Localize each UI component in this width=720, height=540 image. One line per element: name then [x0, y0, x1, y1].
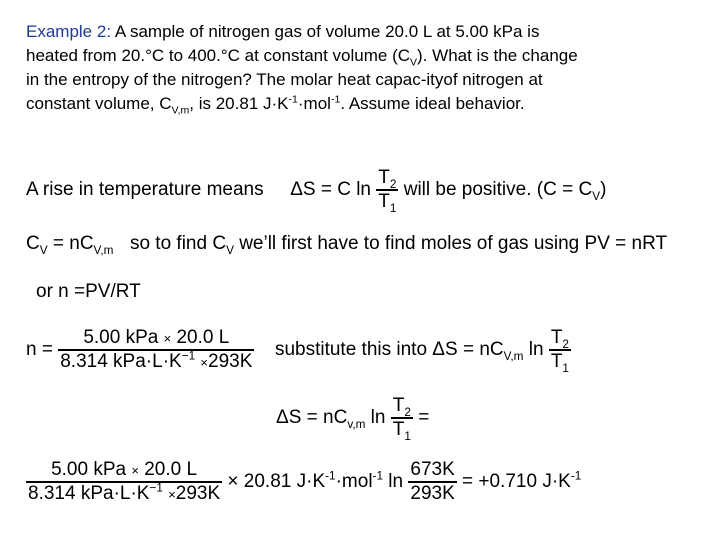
solution-step-6: $\frac{\text{5.00 kPa × 20.0 L}}{8.314 kPa\cdot L\cdot K^{-1} \times 293K}$ × 20.81 $J\cdot K^{-1}\cdot mol^{-1}$ ln $\frac{673K}{293K}$ = +0.710 $J\cdot K^{-1}$: [28, 459, 582, 504]
example-label: Example 2:: [26, 22, 112, 41]
entropy-result: = +0.710 $J\cdot K^{-1}$: [462, 469, 582, 492]
t2-over-t1-fraction: $\frac{T_2}{T_1}$: [550, 327, 569, 375]
solution-step-4: n = $\frac{\text{5.00 kPa × 20.0 L}}{8.314 kPa\cdot L\cdot K^{-1} \times 293K}$ substitute this into $\Delta S = nC_{V,m}$ ln $\frac{T_2}{T_1}$: [26, 327, 569, 375]
temperature-ratio-fraction: $\frac{673K}{293K}$: [410, 459, 455, 504]
moles-fraction: $\frac{\text{5.00 kPa × 20.0 L}}{8.314 kPa\cdot L\cdot K^{-1} \times 293K}$: [28, 459, 221, 504]
solution-step-1: A rise in temperature means ΔS = C ln $\frac{T_2}{T_1}$ will be positive. $(C = C_V)$: [26, 167, 607, 215]
problem-statement: [26, 20, 706, 116]
solution-step-3: or n =PV/RT: [36, 281, 141, 302]
problem-line-3: in the entropy of the nitrogen? The molar heat capac-ityof nitrogen at: [26, 70, 543, 89]
solution-step-5: $\Delta S = nC_{v,m}$ ln $\frac{T_2}{T_1}$ =: [276, 395, 430, 443]
t2-over-t1-fraction: $\frac{T_2}{T_1}$: [392, 395, 411, 443]
problem-line-1: Example 2: A sample of nitrogen gas of volume 20.0 L at 5.00 kPa is: [26, 22, 540, 41]
t2-over-t1-fraction: $\frac{T_2}{T_1}$: [378, 167, 397, 215]
problem-line-4: constant volume, $C_{V,m}$, is 20.81 $J\cdot K^{-1}\cdot mol^{-1}$. Assume ideal behavior.: [26, 93, 525, 117]
moles-fraction: $\frac{\text{5.00 kPa × 20.0 L}}{8.314 kPa\cdot L\cdot K^{-1} \times 293K}$: [60, 327, 253, 372]
solution-step-2: $C_V = nC_{V,m}$ so to find $C_V$ we’ll first have to find moles of gas using PV = nRT: [26, 233, 668, 257]
problem-line-2: heated from 20.°C to 400.°C at constant volume $(C_V)$. What is the change: [26, 46, 578, 69]
